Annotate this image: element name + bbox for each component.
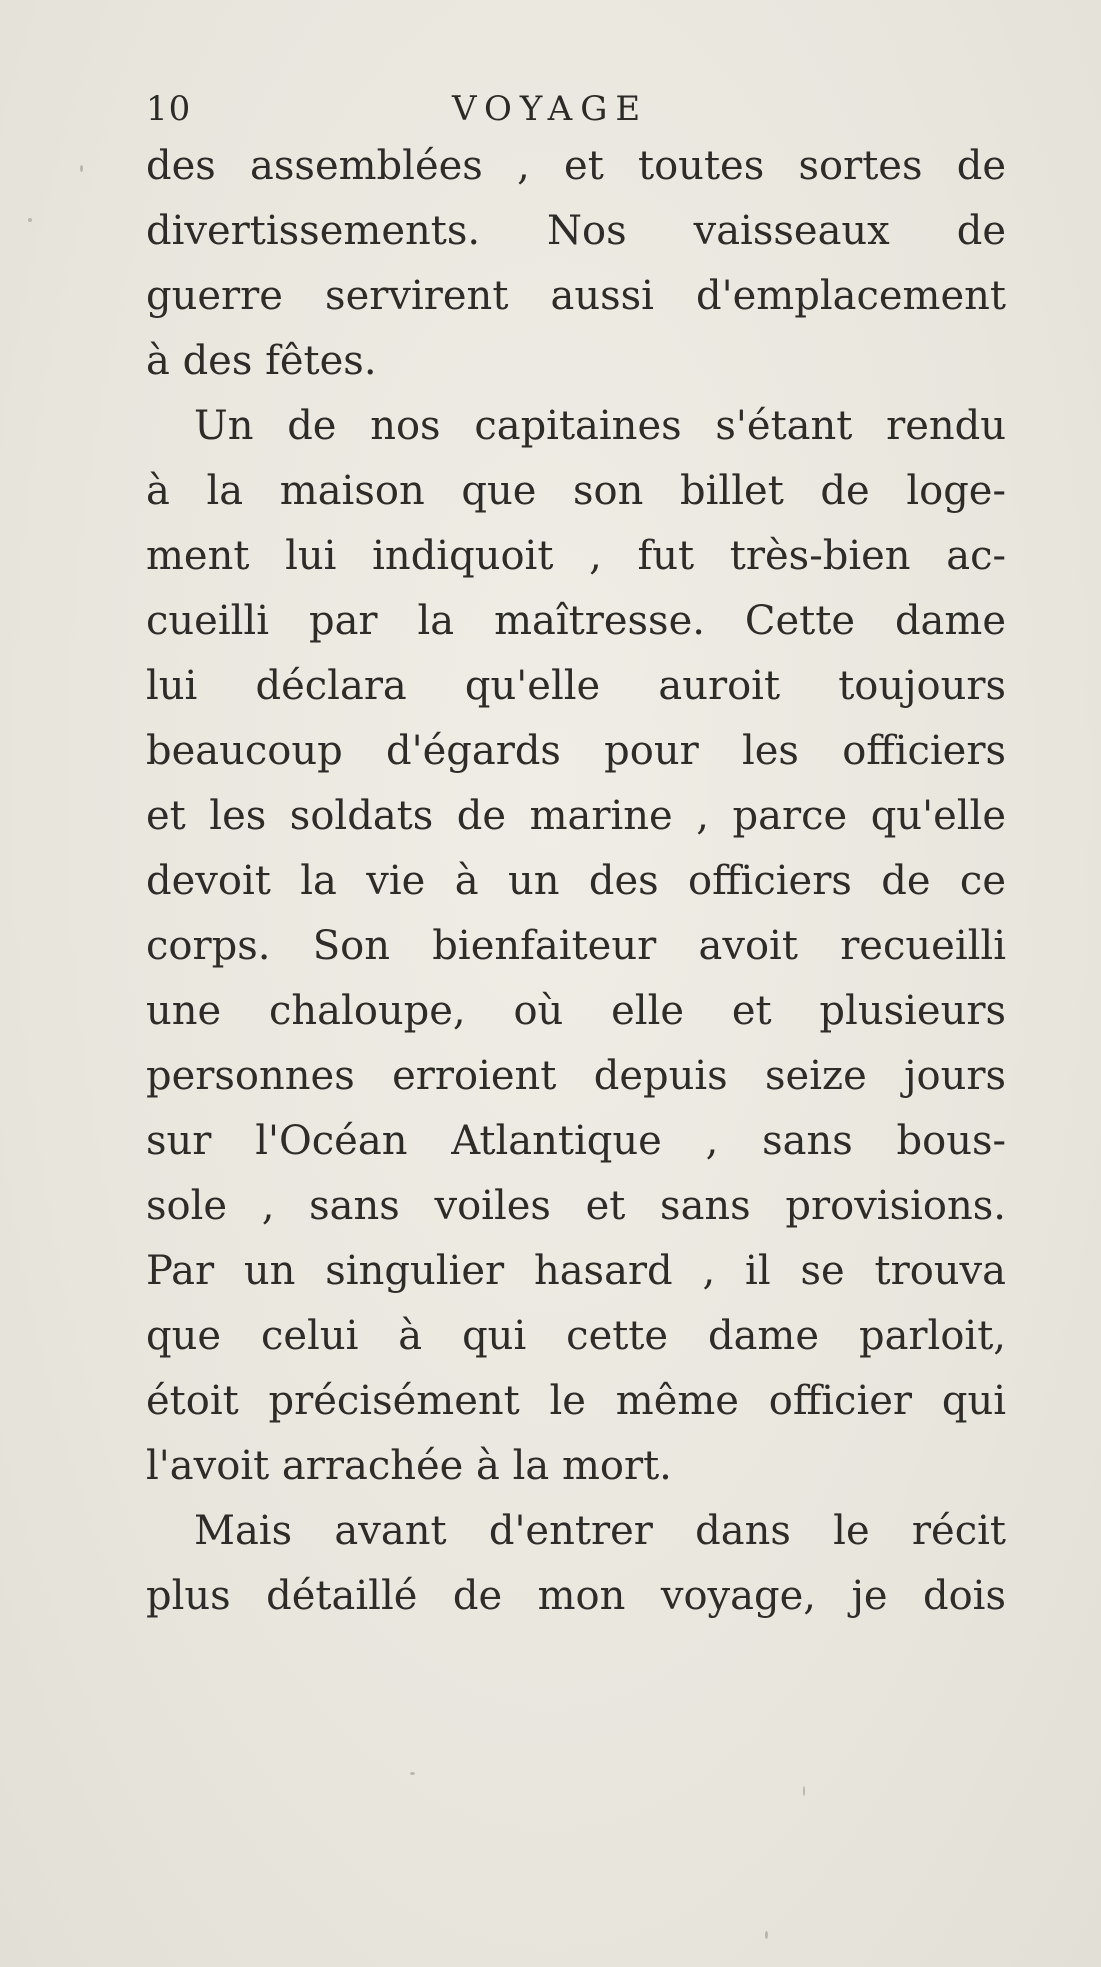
text-line: corps. Son bienfaiteur avoit recueilli (146, 923, 1006, 969)
text-line: des assemblées , et toutes sortes de (146, 143, 1006, 189)
text-line: et les soldats de marine , parce qu'elle (146, 793, 1006, 839)
text-line: guerre servirent aussi d'emplacement (146, 273, 1006, 319)
text-line: lui déclara qu'elle auroit toujours (146, 663, 1006, 709)
text-line: à la maison que son billet de loge- (146, 468, 1006, 514)
page-number: 10 (146, 89, 192, 129)
text-line: une chaloupe, où elle et plusieurs (146, 988, 1006, 1034)
paragraph-start-line: Un de nos capitaines s'étant rendu (194, 403, 1006, 449)
text-line: étoit précisément le même officier qui (146, 1378, 1006, 1424)
text-line: beaucoup d'égards pour les officiers (146, 728, 1006, 774)
text-line: sur l'Océan Atlantique , sans bous- (146, 1118, 1006, 1164)
paragraph-start-line: Mais avant d'entrer dans le récit (194, 1508, 1006, 1554)
paper-speck (80, 165, 83, 172)
running-title: VOYAGE (452, 89, 649, 129)
text-line: plus détaillé de mon voyage, je dois (146, 1573, 1006, 1619)
text-line: ment lui indiquoit , fut très-bien ac- (146, 533, 1006, 579)
paper-speck (410, 1772, 415, 1775)
text-line: l'avoit arrachée à la mort. (146, 1443, 672, 1489)
paper-speck (28, 218, 32, 222)
body-text (146, 134, 1006, 1629)
text-line: à des fêtes. (146, 338, 377, 384)
text-line: divertissements. Nos vaisseaux de (146, 208, 1006, 254)
text-line: personnes erroient depuis seize jours (146, 1053, 1006, 1099)
text-line: Par un singulier hasard , il se trouva (146, 1248, 1006, 1294)
paper-speck (803, 1786, 805, 1796)
text-line: que celui à qui cette dame parloit, (146, 1313, 1006, 1359)
paper-speck (765, 1931, 768, 1939)
text-line: cueilli par la maîtresse. Cette dame (146, 598, 1006, 644)
text-line: devoit la vie à un des officiers de ce (146, 858, 1006, 904)
text-line: sole , sans voiles et sans provisions. (146, 1183, 1006, 1229)
running-head (146, 84, 1016, 134)
